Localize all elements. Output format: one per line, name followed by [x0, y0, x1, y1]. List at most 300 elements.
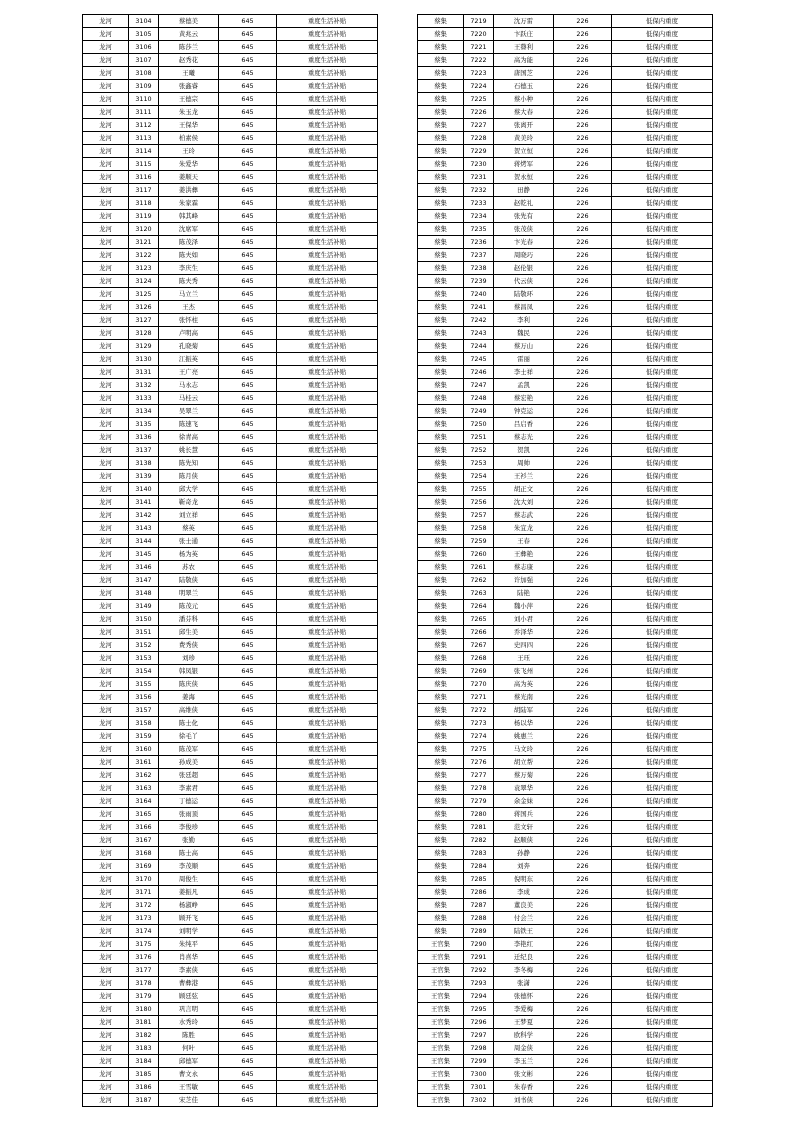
name-cell: 陈夫如: [159, 249, 219, 262]
table-row: [418, 561, 713, 574]
town-cell: 蔡集: [418, 236, 464, 249]
town-cell: 蔡集: [418, 808, 464, 821]
name-cell: 蔡光南: [494, 691, 554, 704]
town-cell: 蔡集: [418, 600, 464, 613]
amount-cell: 645: [219, 67, 277, 80]
id-cell: 7290: [464, 938, 494, 951]
amount-cell: 226: [554, 223, 612, 236]
type-cell: 低保内重度: [612, 704, 713, 717]
town-cell: 蔡集: [418, 782, 464, 795]
town-cell: 蔡集: [418, 743, 464, 756]
type-cell: 重度生活补贴: [277, 1068, 378, 1081]
name-cell: 魏民: [494, 327, 554, 340]
table-row: [418, 704, 713, 717]
id-cell: 7286: [464, 886, 494, 899]
amount-cell: 645: [219, 483, 277, 496]
table-row: [83, 119, 378, 132]
amount-cell: 226: [554, 444, 612, 457]
id-cell: 3172: [129, 899, 159, 912]
town-cell: 龙河: [83, 535, 129, 548]
type-cell: 重度生活补贴: [277, 743, 378, 756]
table-row: [418, 587, 713, 600]
table-row: [83, 574, 378, 587]
town-cell: 龙河: [83, 470, 129, 483]
amount-cell: 645: [219, 847, 277, 860]
amount-cell: 645: [219, 15, 277, 28]
town-cell: 王官集: [418, 1094, 464, 1107]
amount-cell: 645: [219, 834, 277, 847]
id-cell: 3132: [129, 379, 159, 392]
amount-cell: 226: [554, 1068, 612, 1081]
id-cell: 7299: [464, 1055, 494, 1068]
id-cell: 3140: [129, 483, 159, 496]
id-cell: 7231: [464, 171, 494, 184]
name-cell: 朱纯平: [159, 938, 219, 951]
type-cell: 重度生活补贴: [277, 444, 378, 457]
id-cell: 3144: [129, 535, 159, 548]
type-cell: 低保内重度: [612, 1016, 713, 1029]
amount-cell: 226: [554, 808, 612, 821]
amount-cell: 226: [554, 314, 612, 327]
id-cell: 7253: [464, 457, 494, 470]
table-row: [418, 1003, 713, 1016]
name-cell: 张鑫睿: [159, 80, 219, 93]
town-cell: 龙河: [83, 912, 129, 925]
town-cell: 龙河: [83, 301, 129, 314]
name-cell: 高维侠: [159, 704, 219, 717]
name-cell: 蔡宏艳: [494, 392, 554, 405]
name-cell: 朱玉龙: [159, 106, 219, 119]
town-cell: 龙河: [83, 561, 129, 574]
town-cell: 龙河: [83, 782, 129, 795]
town-cell: 龙河: [83, 80, 129, 93]
type-cell: 重度生活补贴: [277, 145, 378, 158]
amount-cell: 226: [554, 847, 612, 860]
town-cell: 龙河: [83, 522, 129, 535]
id-cell: 7272: [464, 704, 494, 717]
amount-cell: 226: [554, 431, 612, 444]
id-cell: 7287: [464, 899, 494, 912]
name-cell: 乔泽华: [494, 626, 554, 639]
town-cell: 蔡集: [418, 626, 464, 639]
name-cell: 马永志: [159, 379, 219, 392]
amount-cell: 226: [554, 301, 612, 314]
name-cell: 张雨顶: [159, 808, 219, 821]
table-row: [83, 704, 378, 717]
table-row: [418, 730, 713, 743]
table-row: [418, 418, 713, 431]
name-cell: 陆艳: [494, 587, 554, 600]
name-cell: 陈茂军: [159, 743, 219, 756]
name-cell: 周晓巧: [494, 249, 554, 262]
table-row: [83, 1042, 378, 1055]
amount-cell: 645: [219, 522, 277, 535]
type-cell: 重度生活补贴: [277, 1029, 378, 1042]
type-cell: 重度生活补贴: [277, 119, 378, 132]
table-row: [418, 379, 713, 392]
name-cell: 张飞州: [494, 665, 554, 678]
town-cell: 龙河: [83, 717, 129, 730]
name-cell: 周俊生: [159, 873, 219, 886]
town-cell: 王官集: [418, 951, 464, 964]
name-cell: 刘书侠: [494, 1094, 554, 1107]
town-cell: 龙河: [83, 860, 129, 873]
id-cell: 7300: [464, 1068, 494, 1081]
type-cell: 低保内重度: [612, 886, 713, 899]
type-cell: 低保内重度: [612, 54, 713, 67]
table-row: [418, 847, 713, 860]
id-cell: 3166: [129, 821, 159, 834]
table-row: [83, 249, 378, 262]
id-cell: 3162: [129, 769, 159, 782]
id-cell: 3117: [129, 184, 159, 197]
id-cell: 3115: [129, 158, 159, 171]
type-cell: 重度生活补贴: [277, 808, 378, 821]
id-cell: 7228: [464, 132, 494, 145]
name-cell: 水秀玲: [159, 1016, 219, 1029]
type-cell: 重度生活补贴: [277, 561, 378, 574]
id-cell: 3128: [129, 327, 159, 340]
name-cell: 田静: [494, 184, 554, 197]
type-cell: 重度生活补贴: [277, 301, 378, 314]
amount-cell: 226: [554, 288, 612, 301]
id-cell: 3113: [129, 132, 159, 145]
type-cell: 重度生活补贴: [277, 496, 378, 509]
table-row: [83, 782, 378, 795]
town-cell: 龙河: [83, 743, 129, 756]
name-cell: 蔡万菊: [494, 769, 554, 782]
type-cell: 重度生活补贴: [277, 925, 378, 938]
table-row: [418, 665, 713, 678]
table-row: [83, 314, 378, 327]
name-cell: 何叶: [159, 1042, 219, 1055]
id-cell: 7252: [464, 444, 494, 457]
town-cell: 龙河: [83, 145, 129, 158]
table-row: [83, 600, 378, 613]
table-row: [83, 925, 378, 938]
type-cell: 重度生活补贴: [277, 262, 378, 275]
id-cell: 7291: [464, 951, 494, 964]
id-cell: 7247: [464, 379, 494, 392]
amount-cell: 226: [554, 158, 612, 171]
name-cell: 姜顺天: [159, 171, 219, 184]
table-row: [83, 327, 378, 340]
town-cell: 蔡集: [418, 483, 464, 496]
town-cell: 蔡集: [418, 353, 464, 366]
amount-cell: 645: [219, 808, 277, 821]
table-row: [418, 795, 713, 808]
id-cell: 3134: [129, 405, 159, 418]
name-cell: 王珏: [494, 652, 554, 665]
town-cell: 蔡集: [418, 145, 464, 158]
town-cell: 蔡集: [418, 197, 464, 210]
type-cell: 重度生活补贴: [277, 678, 378, 691]
id-cell: 7219: [464, 15, 494, 28]
town-cell: 龙河: [83, 509, 129, 522]
name-cell: 苏农: [159, 561, 219, 574]
id-cell: 7227: [464, 119, 494, 132]
table-row: [83, 93, 378, 106]
id-cell: 7255: [464, 483, 494, 496]
type-cell: 重度生活补贴: [277, 327, 378, 340]
name-cell: 明翠兰: [159, 587, 219, 600]
type-cell: 重度生活补贴: [277, 1042, 378, 1055]
type-cell: 重度生活补贴: [277, 652, 378, 665]
table-row: [83, 158, 378, 171]
type-cell: 重度生活补贴: [277, 626, 378, 639]
name-cell: 姚长慧: [159, 444, 219, 457]
name-cell: 迁纪良: [494, 951, 554, 964]
table-row: [418, 314, 713, 327]
type-cell: 低保内重度: [612, 587, 713, 600]
id-cell: 7237: [464, 249, 494, 262]
amount-cell: 645: [219, 964, 277, 977]
id-cell: 7226: [464, 106, 494, 119]
id-cell: 7264: [464, 600, 494, 613]
amount-cell: 226: [554, 925, 612, 938]
table-row: [418, 860, 713, 873]
town-cell: 蔡集: [418, 756, 464, 769]
type-cell: 重度生活补贴: [277, 1081, 378, 1094]
table-row: [83, 470, 378, 483]
type-cell: 低保内重度: [612, 522, 713, 535]
town-cell: 蔡集: [418, 912, 464, 925]
type-cell: 重度生活补贴: [277, 54, 378, 67]
name-cell: 江振英: [159, 353, 219, 366]
amount-cell: 226: [554, 236, 612, 249]
town-cell: 龙河: [83, 340, 129, 353]
id-cell: 3145: [129, 548, 159, 561]
name-cell: 张茂侠: [494, 223, 554, 236]
type-cell: 低保内重度: [612, 574, 713, 587]
town-cell: 龙河: [83, 275, 129, 288]
town-cell: 蔡集: [418, 41, 464, 54]
town-cell: 蔡集: [418, 184, 464, 197]
type-cell: 低保内重度: [612, 132, 713, 145]
type-cell: 重度生活补贴: [277, 171, 378, 184]
type-cell: 重度生活补贴: [277, 912, 378, 925]
table-row: [418, 899, 713, 912]
id-cell: 3163: [129, 782, 159, 795]
town-cell: 龙河: [83, 457, 129, 470]
table-row: [418, 41, 713, 54]
town-cell: 龙河: [83, 106, 129, 119]
id-cell: 3165: [129, 808, 159, 821]
amount-cell: 645: [219, 301, 277, 314]
id-cell: 3124: [129, 275, 159, 288]
name-cell: 刘小君: [494, 613, 554, 626]
amount-cell: 226: [554, 834, 612, 847]
town-cell: 蔡集: [418, 574, 464, 587]
table-row: [418, 496, 713, 509]
table-row: [83, 717, 378, 730]
type-cell: 重度生活补贴: [277, 197, 378, 210]
table-row: [83, 54, 378, 67]
town-cell: 龙河: [83, 119, 129, 132]
name-cell: 李俊珍: [159, 821, 219, 834]
town-cell: 龙河: [83, 847, 129, 860]
amount-cell: 645: [219, 158, 277, 171]
name-cell: 张德怀: [494, 990, 554, 1003]
name-cell: 陈庆侠: [159, 678, 219, 691]
amount-cell: 645: [219, 795, 277, 808]
id-cell: 3111: [129, 106, 159, 119]
table-row: [418, 600, 713, 613]
amount-cell: 645: [219, 652, 277, 665]
name-cell: 付会兰: [494, 912, 554, 925]
amount-cell: 226: [554, 938, 612, 951]
table-row: [83, 769, 378, 782]
table-row: [83, 392, 378, 405]
table-row: [83, 223, 378, 236]
table-row: [83, 67, 378, 80]
town-cell: 龙河: [83, 678, 129, 691]
amount-cell: 226: [554, 145, 612, 158]
amount-cell: 226: [554, 678, 612, 691]
amount-cell: 645: [219, 951, 277, 964]
table-row: [418, 236, 713, 249]
town-cell: 蔡集: [418, 717, 464, 730]
table-row: [83, 678, 378, 691]
amount-cell: 226: [554, 197, 612, 210]
name-cell: 王曦: [159, 67, 219, 80]
type-cell: 低保内重度: [612, 613, 713, 626]
name-cell: 杨为英: [159, 548, 219, 561]
table-row: [83, 691, 378, 704]
type-cell: 低保内重度: [612, 145, 713, 158]
town-cell: 蔡集: [418, 262, 464, 275]
table-row: [418, 301, 713, 314]
id-cell: 3176: [129, 951, 159, 964]
amount-cell: 226: [554, 951, 612, 964]
name-cell: 陈莎兰: [159, 41, 219, 54]
town-cell: 龙河: [83, 223, 129, 236]
id-cell: 3152: [129, 639, 159, 652]
table-row: [83, 210, 378, 223]
name-cell: 高为能: [494, 54, 554, 67]
table-row: [83, 457, 378, 470]
amount-cell: 645: [219, 236, 277, 249]
id-cell: 3122: [129, 249, 159, 262]
id-cell: 7220: [464, 28, 494, 41]
table-row: [83, 587, 378, 600]
type-cell: 低保内重度: [612, 795, 713, 808]
amount-cell: 226: [554, 860, 612, 873]
town-cell: 龙河: [83, 587, 129, 600]
id-cell: 7292: [464, 964, 494, 977]
name-cell: 李素君: [159, 782, 219, 795]
town-cell: 龙河: [83, 158, 129, 171]
id-cell: 3182: [129, 1029, 159, 1042]
name-cell: 姚惠兰: [494, 730, 554, 743]
type-cell: 低保内重度: [612, 41, 713, 54]
amount-cell: 226: [554, 1029, 612, 1042]
town-cell: 龙河: [83, 366, 129, 379]
name-cell: 陈先知: [159, 457, 219, 470]
id-cell: 7256: [464, 496, 494, 509]
id-cell: 7274: [464, 730, 494, 743]
id-cell: 3118: [129, 197, 159, 210]
town-cell: 龙河: [83, 353, 129, 366]
table-row: [418, 912, 713, 925]
name-cell: 肖喜华: [159, 951, 219, 964]
type-cell: 重度生活补贴: [277, 522, 378, 535]
name-cell: 李爱梅: [494, 1003, 554, 1016]
table-row: [83, 366, 378, 379]
town-cell: 蔡集: [418, 704, 464, 717]
id-cell: 3164: [129, 795, 159, 808]
town-cell: 蔡集: [418, 223, 464, 236]
amount-cell: 226: [554, 665, 612, 678]
amount-cell: 226: [554, 548, 612, 561]
type-cell: 低保内重度: [612, 15, 713, 28]
amount-cell: 645: [219, 717, 277, 730]
table-row: [83, 561, 378, 574]
town-cell: 龙河: [83, 964, 129, 977]
name-cell: 李玉兰: [494, 1055, 554, 1068]
type-cell: 低保内重度: [612, 756, 713, 769]
town-cell: 蔡集: [418, 665, 464, 678]
id-cell: 7221: [464, 41, 494, 54]
amount-cell: 226: [554, 873, 612, 886]
id-cell: 7277: [464, 769, 494, 782]
type-cell: 低保内重度: [612, 210, 713, 223]
table-row: [83, 236, 378, 249]
town-cell: 蔡集: [418, 93, 464, 106]
amount-cell: 226: [554, 184, 612, 197]
table-row: [83, 847, 378, 860]
name-cell: 蔡大春: [494, 106, 554, 119]
type-cell: 低保内重度: [612, 600, 713, 613]
type-cell: 低保内重度: [612, 197, 713, 210]
name-cell: 陆敬环: [494, 288, 554, 301]
amount-cell: 645: [219, 28, 277, 41]
town-cell: 龙河: [83, 886, 129, 899]
id-cell: 3161: [129, 756, 159, 769]
id-cell: 7232: [464, 184, 494, 197]
id-cell: 3155: [129, 678, 159, 691]
name-cell: 石德玉: [494, 80, 554, 93]
table-row: [418, 509, 713, 522]
type-cell: 低保内重度: [612, 470, 713, 483]
table-row: [418, 652, 713, 665]
amount-cell: 645: [219, 210, 277, 223]
id-cell: 7234: [464, 210, 494, 223]
name-cell: 姜洪彝: [159, 184, 219, 197]
type-cell: 重度生活补贴: [277, 886, 378, 899]
amount-cell: 645: [219, 1042, 277, 1055]
table-row: [83, 145, 378, 158]
type-cell: 重度生活补贴: [277, 613, 378, 626]
town-cell: 蔡集: [418, 678, 464, 691]
name-cell: 张怀柱: [159, 314, 219, 327]
amount-cell: 645: [219, 860, 277, 873]
name-cell: 王春: [494, 535, 554, 548]
id-cell: 3184: [129, 1055, 159, 1068]
amount-cell: 226: [554, 340, 612, 353]
name-cell: 蒋烤军: [494, 158, 554, 171]
table-row: [83, 535, 378, 548]
table-row: [83, 821, 378, 834]
town-cell: 龙河: [83, 379, 129, 392]
amount-cell: 226: [554, 54, 612, 67]
name-cell: 张士通: [159, 535, 219, 548]
town-cell: 龙河: [83, 1068, 129, 1081]
town-cell: 龙河: [83, 1029, 129, 1042]
name-cell: 王彝艳: [494, 548, 554, 561]
name-cell: 刘立祥: [159, 509, 219, 522]
type-cell: 低保内重度: [612, 28, 713, 41]
